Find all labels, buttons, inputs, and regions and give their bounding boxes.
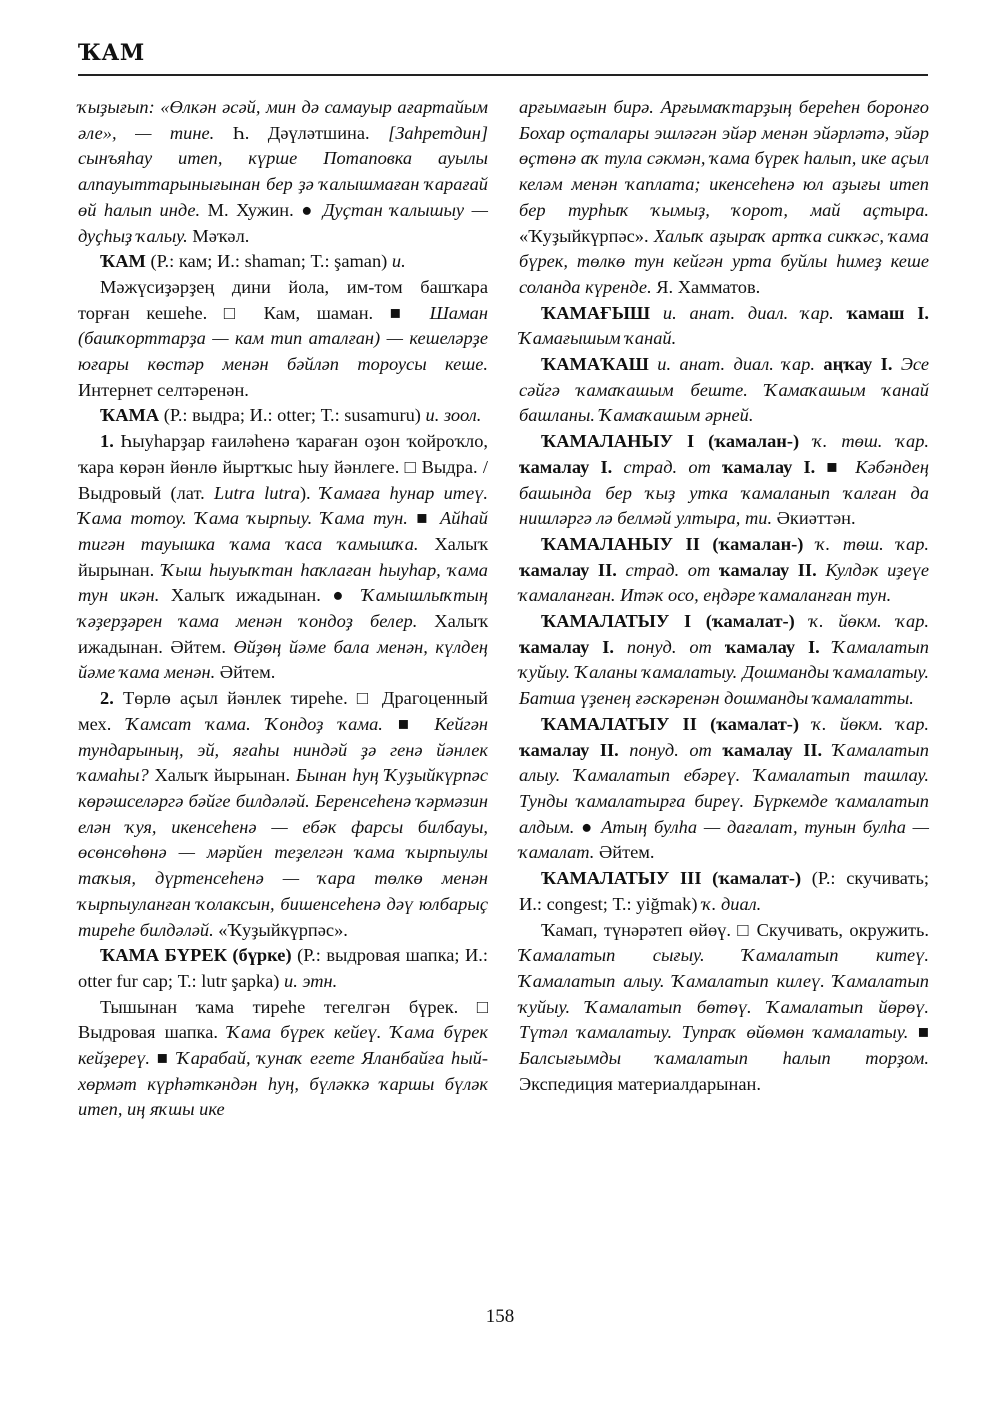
source-text: Халыҡ йырынан.	[148, 765, 296, 786]
gloss-label: понуд. от	[618, 739, 723, 760]
cross-reference: ҡамалау I.	[519, 456, 613, 477]
example-text: ҡыҙығып: «Өлкән әсәй, мин дә самауыр ағартайым әле», — тине.	[78, 97, 488, 143]
equivalents: (Р.: выдровая шапка; И.: otter fur cap; Т.: lutr şapka)	[78, 945, 489, 991]
cross-reference: ҡамалау I.	[721, 456, 816, 477]
headword: ҠАМАЛАНЫУ I (ҡамалан-)	[541, 431, 800, 452]
source-text: «Ҡуҙыйкүрпәс».	[519, 225, 654, 246]
pos-label: и. зоол.	[425, 405, 482, 426]
source-text: Әкиәттән.	[772, 508, 856, 529]
gloss-label: понуд. от	[614, 636, 725, 657]
example-text: Кәбәндең башында бер ҡыҙ утка ҡамаланып ҡалған да нишләргә лә белмәй ултыра, ти.	[519, 456, 929, 529]
example-text: Ҡарабай, ҡунаҡ егете Яланбайға һый-хөрмәт күрһәткәндән һуң, бүләккә ҡаршы бүләк итеп, иң яҡшы ике	[78, 1048, 488, 1120]
pos-label: ҡ. йөкм. ҡар.	[794, 611, 929, 632]
pos-label: и. этн.	[284, 970, 338, 991]
example-text: Айһай тигән тауышка ҡама ҡаса ҡамышҡа.	[78, 508, 488, 554]
source-text: Халыҡ ижадынан. Әйтем.	[78, 611, 488, 657]
gloss-label: страд. от	[616, 559, 719, 580]
marker: ●	[574, 816, 602, 837]
source-text: Әйтем.	[215, 662, 276, 683]
equivalents: (Р.: выдра; И.: otter; Т.: susamuru)	[159, 405, 426, 426]
definition-text: Һыуһарҙар ғаиләһенә ҡараған оҙон ҡойроҡло, ҡара көрән йөнлө йыртҡыс һыу йәнлеге. □ Выдра. / Выдровый (лат.	[78, 431, 488, 503]
source-text: Халыҡ йырынан.	[78, 533, 489, 580]
headword: ҠАМА	[100, 405, 160, 426]
example-text: [Заһретдин] сынъяһау итеп, күрше Потаповка ауылы алпауыттарынығынан бер ҙә ҡалышмаған ҡарағай өй һалып инде.	[78, 122, 488, 220]
entry-kamagysh	[519, 301, 929, 352]
entry-continuation	[519, 95, 929, 301]
definition-text: ).	[299, 482, 320, 503]
cross-reference: ҡамалау II.	[718, 559, 817, 580]
example-text: Шаман (башҡорттарҙа — кам тип аталған) — кешеләрҙе юғары көстәр менән бәйләп тороусы кеше.	[78, 302, 488, 375]
page-number: 158	[485, 1306, 515, 1327]
entry-kamalatyu-3	[519, 866, 929, 917]
example-text: Ҡама бүрек кейеү. Ҡама бүрек кейҙереү.	[78, 1022, 489, 1069]
pos-label: ҡ. йөкм. ҡар.	[799, 713, 929, 734]
source-text: М. Хужин. ●	[207, 199, 323, 220]
example-text: Эсе сәйгә ҡамаҡашым беште. Ҡамаҡашым ҡанай башланы. Ҡамаҡашым әрней.	[519, 354, 929, 426]
entry-kamalanyu-2	[519, 532, 929, 609]
gloss-label: страд. от	[612, 456, 722, 477]
example-text: Ҡамалатып сығыу. Ҡамалатып китеү. Ҡамалатып алыу. Ҡамалатып килеү. Ҡамалатып ҡуйыу. Ҡамалатып бөтөү. Ҡамалатып йөрөү. Түтәл ҡамалатыу. Тупраҡ өйөмөн ҡамалатыу.	[519, 945, 929, 1043]
proverb-text: Ҡамышлыҡтың ҡәҙерҙәрен ҡама менән ҡондоҙ белер.	[78, 585, 488, 632]
pos-label: и. анат. диал. ҡар.	[650, 302, 847, 323]
right-column	[519, 95, 929, 1097]
source-text: Әйтем.	[594, 842, 655, 863]
entry-kama	[78, 403, 488, 429]
headword: ҠАМАҠАШ	[541, 354, 649, 375]
example-text: Ҡамағышым ҡанай.	[519, 328, 677, 349]
marker: ■	[815, 456, 856, 477]
definition-text: Тышынан ҡама тиреһе тегелгән бүрек. □ Выдровая шапка.	[78, 996, 488, 1043]
header-rule	[78, 74, 928, 76]
example-text: Ҡамсат ҡама. Ҡондоҙ ҡама.	[126, 713, 383, 734]
cross-reference: ҡамаш I.	[846, 302, 929, 323]
definition-text: Мәжүсиҙәрҙең дини йола, им-том башҡара торған кешеһе. □ Кам, шаман. ■	[78, 276, 488, 323]
source-text: Халыҡ ижадынан. ●	[159, 585, 362, 606]
entry-kama-burek	[78, 943, 488, 994]
cross-reference: ҡамалау I.	[519, 636, 614, 657]
proverb-text: Өйҙөң йәме бала менән, күлдең йәме ҡама менән.	[78, 636, 488, 683]
pos-label: и. анат. диал. ҡар.	[648, 354, 824, 375]
cross-reference: аңҡау I.	[823, 354, 893, 375]
headword: ҠАМА БҮРЕК (бүрке)	[100, 945, 292, 966]
example-text: Ҡамаға һунар итеү. Ҡама тотоу. Ҡама ҡырпыу. Ҡама тун.	[78, 482, 489, 529]
equivalents: (Р.: кам; И.: shaman; Т.: şaman)	[145, 251, 392, 272]
example-text: Ҡамалатып ҡуйыу. Ҡаланы ҡамалатыу. Дошманды ҡамалатыу. Батша үҙенең ғәскәренән дошманды ҡамалатты.	[519, 636, 929, 709]
example-text: Бынан һуң Ҡуҙыйкүрпәс көрәшселәргә бәйге билдәләй. Беренсеһенә ҡәрмәзин елән ҡуя, икенсеһенә — ебәк фарсы билбауы, өсөнсөһөнә — мәрйен теҙелгән ҡама ҡырпыулы таҡыя, дүртенсеһенә — ҡара төлкө менән ҡырпыуланған ҡолаксын, бишенсеһенә дәү юлбарыҫ тиреһе билдәләй.	[78, 765, 488, 940]
equivalents: (Р.: скучивать; И.: congest; Т.: yiğmak)	[519, 868, 929, 914]
proverb-text: Атың булһа — дағалат, тунын булһа — ҡамалат.	[519, 816, 929, 863]
source-text: Мәҡәл.	[187, 225, 250, 246]
entry-continuation	[78, 95, 488, 249]
pos-label: ҡ. төш. ҡар.	[799, 431, 929, 452]
headword: ҠАМ	[100, 251, 146, 272]
example-text: арғымағын бирә. Арғымаҡтарҙың береһен боронғо Бохар оҫталары эшләгән эйәр менән эйәрләтә, эйәр өҫтөнә аҡ тула сәкмән, ҡама бүрек һалып, ике аҫыл келәм менән ҡаплата; икенсеһенә юл аҙығы итеп бер турһыҡ ҡымыҙ, ҡорот, май аҫтыра.	[519, 97, 929, 220]
entry-kama-burek-definition	[78, 995, 488, 1124]
entry-kamalatyu-1	[519, 609, 929, 712]
source-text: Интернет селтәренән.	[78, 379, 249, 400]
sense-number: 1.	[100, 431, 114, 452]
example-text: Кейгән тундарының, эй, яғаһы ниндәй ҙә генә йәнлек ҡамаһы?	[78, 713, 488, 786]
entry-kamakash	[519, 352, 929, 429]
definition-text: Ҡамап, түнәрәтеп өйөү. □ Скучивать, окружить.	[541, 919, 929, 940]
example-text: Ҡыш һыуыҡтан һаҡлаған һыуһар, ҡама тун икән.	[78, 559, 488, 606]
entry-kamalatyu-2	[519, 712, 929, 866]
example-text: Ҡамалатып алыу. Ҡамалатып ебәреү. Ҡамалатып ташлау. Тунды ҡамалатырға биреү. Бүркемде ҡамалатып алдым.	[519, 739, 929, 837]
cross-reference: ҡамалау II.	[519, 559, 617, 580]
source-text: Экспедиция материалдарынан.	[519, 1073, 761, 1094]
entry-kama-sense-2	[78, 686, 488, 943]
marker: ■	[150, 1048, 177, 1069]
entry-kam	[78, 249, 488, 275]
marker: ■	[908, 1022, 929, 1043]
cross-reference: ҡамалау II.	[722, 739, 823, 760]
latin-name: Lutra lutra	[214, 482, 300, 503]
source-text: Һ. Дәүләтшина.	[232, 122, 370, 143]
proverb-text: Дуҫтан ҡалышыу — дуҫһыҙ ҡалыу.	[78, 199, 488, 246]
source-text: «Ҡуҙыйкүрпәс».	[213, 919, 348, 940]
example-text: Халыҡ аҙыраҡ артҡа сикҡәс, ҡама бүрек, төлкө тун кейгән урта буйлы һимеҙ кеше соланда күренде.	[519, 225, 930, 297]
cross-reference: ҡамалау II.	[519, 739, 619, 760]
headword: ҠАМАЛАТЫУ II (ҡамалат-)	[541, 713, 800, 734]
example-text: Кулдәк иҙеүе ҡамаланған. Итәк осо, еңдәре ҡамаланған тун.	[519, 559, 929, 606]
marker: ■	[407, 508, 440, 529]
marker: ■	[382, 713, 435, 734]
headword: ҠАМАЛАНЫУ II (ҡамалан-)	[541, 533, 804, 554]
headword: ҠАМАЛАТЫУ I (ҡамалат-)	[541, 611, 795, 632]
headword: ҠАМАЛАТЫУ III (ҡамалат-)	[541, 868, 802, 889]
headword: ҠАМАҒЫШ	[541, 302, 651, 323]
entry-kamalanyu-1	[519, 429, 929, 532]
cross-reference: ҡамалау I.	[724, 636, 820, 657]
source-text: Я. Хамматов.	[651, 276, 761, 297]
left-column	[78, 95, 488, 1123]
entry-kam-definition	[78, 275, 488, 404]
pos-label: и.	[391, 251, 406, 272]
entry-kama-sense-1	[78, 429, 488, 686]
example-text: Балсығымды ҡамалатып һалып торҙом.	[519, 1048, 929, 1069]
sense-number: 2.	[100, 688, 114, 709]
entry-kamalatyu-3-definition	[519, 918, 929, 1098]
running-head: ҠАМ	[78, 40, 145, 66]
definition-text: Төрлө аҫыл йәнлек тиреһе. □ Драгоценный мех.	[78, 688, 488, 734]
pos-label: ҡ. диал.	[702, 893, 762, 914]
pos-label: ҡ. төш. ҡар.	[803, 533, 930, 554]
